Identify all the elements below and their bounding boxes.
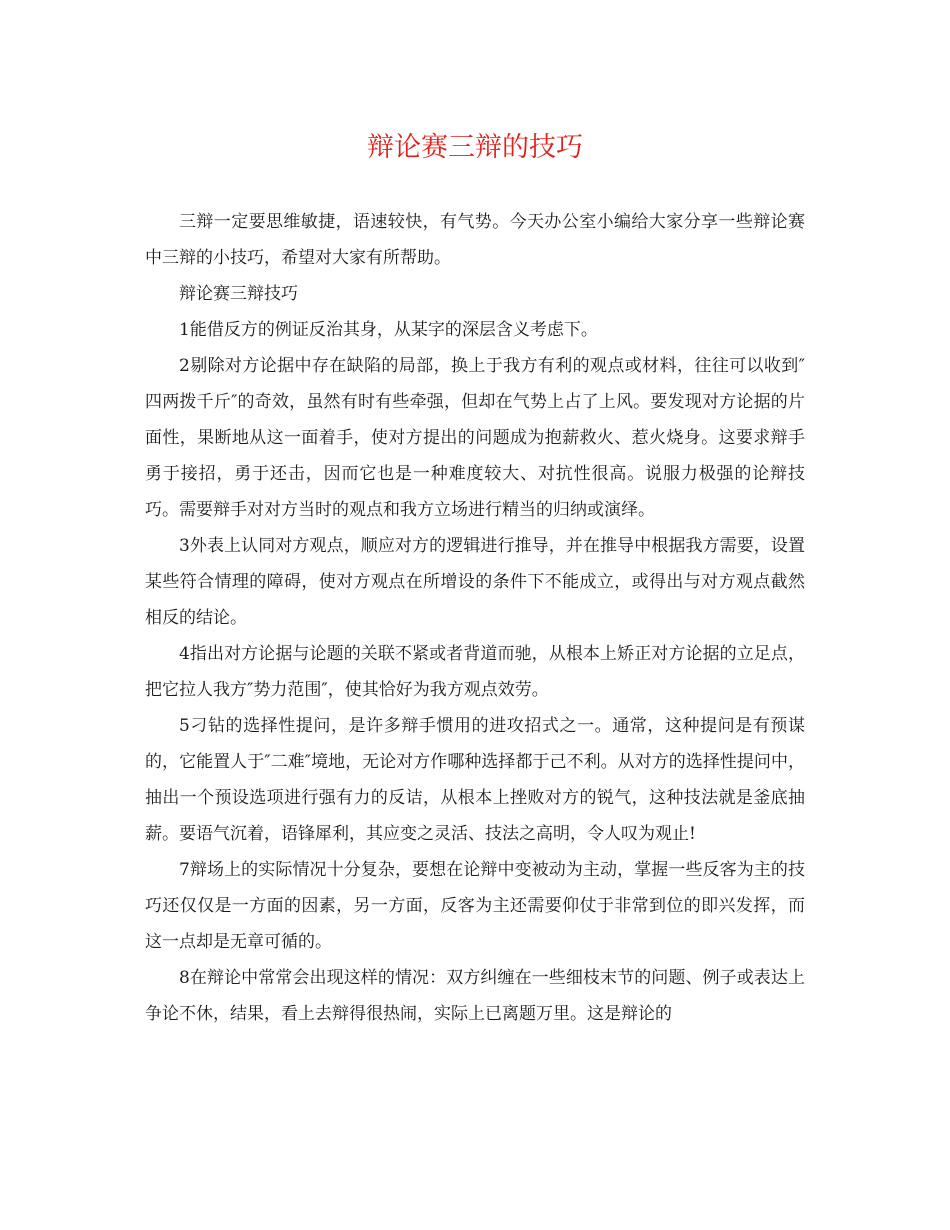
paragraph-tip-3: 3外表上认同对方观点，顺应对方的逻辑进行推导，并在推导中根据我方需要，设置某些符合情理的障碍，使对方观点在所增设的条件下不能成立，或得出与对方观点截然相反的结论。 (145, 536, 805, 628)
paragraph-subheading: 辩论赛三辩技巧 (179, 284, 298, 304)
paragraph-tip-7: 7辩场上的实际情况十分复杂，要想在论辩中变被动为主动，掌握一些反客为主的技巧还仅仅是一方面的因素，另一方面，反客为主还需要仰仗于非常到位的即兴发挥，而这一点却是无章可循的。 (145, 860, 805, 952)
document-title: 辩论赛三辩的技巧 (367, 132, 583, 163)
paragraph-tip-4: 4指出对方论据与论题的关联不紧或者背道而驰，从根本上矫正对方论据的立足点，把它拉人我方″势力范围″，使其恰好为我方观点效劳。 (145, 644, 805, 700)
paragraph-tip-8: 8在辩论中常常会出现这样的情况：双方纠缠在一些细枝末节的问题、例子或表达上争论不休，结果，看上去辩得很热闹，实际上已离题万里。这是辩论的 (145, 968, 805, 1024)
paragraph-tip-2: 2剔除对方论据中存在缺陷的局部，换上于我方有利的观点或材料，往往可以收到″四两拨千斤″的奇效，虽然有时有些牵强，但却在气势上占了上风。要发现对方论据的片面性，果断地从这一面着手，使对方提出的问题成为抱薪救火、惹火烧身。这要求辩手勇于接招，勇于还击，因而它也是一种难度较大、对抗性很高。说服力极强的论辩技巧。需要辩手对对方当时的观点和我方立场进行精当的归纳或演绎。 (145, 356, 805, 520)
paragraph-tip-1: 1能借反方的例证反治其身，从某字的深层含义考虑下。 (179, 320, 598, 340)
paragraph-tip-5: 5刁钻的选择性提问，是许多辩手惯用的进攻招式之一。通常，这种提问是有预谋的，它能置人于″二难″境地，无论对方作哪种选择都于己不利。从对方的选择性提问中，抽出一个预设选项进行强有力的反诘，从根本上挫败对方的锐气，这种技法就是釜底抽薪。要语气沉着，语锋犀利，其应变之灵活、技法之高明，令人叹为观止! (145, 716, 805, 844)
paragraph-intro: 三辩一定要思维敏捷，语速较快，有气势。今天办公室小编给大家分享一些辩论赛中三辩的小技巧，希望对大家有所帮助。 (145, 212, 805, 268)
document-body (145, 204, 805, 1032)
